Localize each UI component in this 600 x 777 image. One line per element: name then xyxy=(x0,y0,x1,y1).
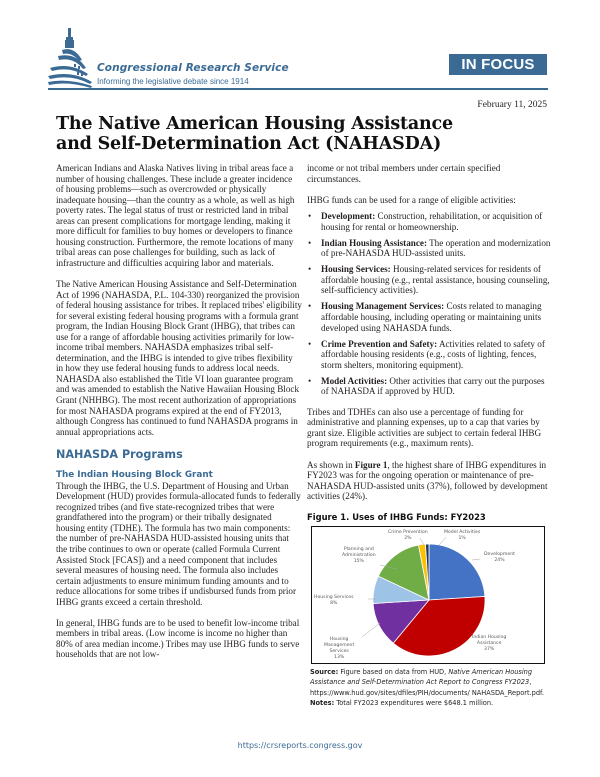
label-housing-services: Housing Services 8% xyxy=(314,595,354,607)
figure-title: Figure 1. Uses of IHBG Funds: FY2023 xyxy=(307,512,486,523)
org-name: Congressional Research Service xyxy=(97,62,289,74)
admin-expenses-paragraph: Tribes and TDHEs can also use a percentage of funding for administrative and planning expenses, up to a cap that varies by grant size. Eligible activities are subject to certain federal IHBG program requirements (e.g., maximum rents). xyxy=(307,406,542,449)
bullet-icon: • xyxy=(308,237,312,248)
continuation-paragraph: income or not tribal members under certain specified circumstances. xyxy=(307,163,501,184)
label-model-activities: Model Activities 1% xyxy=(444,530,481,542)
list-item: • Development: Construction, rehabilitation, or acquisition of housing for rental or homeownership. xyxy=(308,211,543,232)
page-title: The Native American Housing Assistance and Self-Determination Act (NAHASDA) xyxy=(56,114,453,154)
publication-date: February 11, 2025 xyxy=(477,100,547,110)
list-item: • Crime Prevention and Safety: Activities related to safety of affordable housing residents (e.g., costs of lighting, fences, storm shelters, monitoring equipment). xyxy=(308,338,545,370)
pie-chart xyxy=(311,526,545,664)
ihbg-paragraph: Through the IHBG, the U.S. Department of Housing and Urban Development (HUD) provides formula-allocated funds to federally recognized tribes (and five state-recognized tribes that were grandfathered into the program) or their tribally designated housing entity (TDHE). The formula has two main components: the number of pre-NAHASDA HUD-assisted housing units that the tribe continues to own or operate (called Formula Current Assisted Stock [FCAS]) and a need component that includes several measures of housing need. The formula also includes certain adjustments to ensure minimum funding amounts and to reduce allocations for some tribes if undisbursed funds from prior IHBG grants exceed a certain threshold. xyxy=(56,480,301,607)
intro-paragraph: American Indians and Alaska Natives living in tribal areas face a number of housing challenges. These include a greater incidence of housing problems—such as overcrowded or physically inadequate housing—than the country as a whole, as well as high poverty rates. The legal status of trust or restricted land in tribal areas can present complications for mortgage lending, making it more difficult for families to buy homes or developers to finance housing construction. Furthermore, the remote locations of many tribal areas can pose challenges for building, such as lack of infrastructure and difficulties acquiring labor and materials. xyxy=(56,163,295,268)
bullet-icon: • xyxy=(308,264,312,275)
right-column xyxy=(307,163,552,708)
bullet-icon: • xyxy=(308,301,312,312)
label-development: Development 24% xyxy=(484,552,515,564)
figure-reference-paragraph: As shown in Figure 1, the highest share of IHBG expenditures in FY2023 was for the ongoing operation or maintenance of pre-NAHASDA HUD-assisted units (37%), followed by development activities (24%). xyxy=(307,459,548,502)
figure-source: Source: Figure based on data from HUD, Native American Housing Assistance and Self-Determination Act Report to Congress FY2023, https://www.hud.gov/sites/dfiles/PIH/documents/ NAHASDA_Report.pdf. Notes: Total FY2023 expenditures were $648.1 million. xyxy=(310,668,544,707)
eligible-activities-list xyxy=(307,211,552,397)
subsection-heading: The Indian Housing Block Grant xyxy=(56,469,213,480)
list-item: • Housing Management Services: Costs related to managing affordable housing, including operating or maintaining units developed using NAHASDA funds. xyxy=(308,301,542,333)
in-focus-badge: IN FOCUS xyxy=(449,54,547,75)
label-planning-administration: Planning and Administration 15% xyxy=(342,547,376,565)
figure-link[interactable]: Figure 1 xyxy=(354,459,388,470)
bullet-icon: • xyxy=(308,375,312,386)
crs-header xyxy=(48,22,474,90)
list-item: • Model Activities: Other activities that carry out the purposes of NAHASDA if approved by HUD. xyxy=(308,375,545,397)
nahasda-overview-paragraph: The Native American Housing Assistance and Self-Determination Act of 1996 (NAHASDA, P.L. 104-330) reorganized the provision of federal housing assistance for tribes. It replaced tribes' eligibility for several existing federal housing programs with a formula grant program, the Indian Housing Block Grant (IHBG), that tribes can use for a range of affordable housing activities primarily for low-income tribal members. NAHASDA emphasizes tribal self-determination, and the IHBG is intended to give tribes flexibility in how they use federal housing funds to address local needs. NAHASDA also established the Title VI loan guarantee program and was amended to establish the Native Hawaiian Housing Block Grant (NHHBG). The most recent authorization of appropriations for most NAHASDA programs expired at the end of FY2013, although Congress has continued to fund NAHASDA programs in annual appropriations acts. xyxy=(56,278,302,437)
footer-url-link[interactable]: https://crsreports.congress.gov xyxy=(237,741,363,750)
eligible-activities-intro: IHBG funds can be used for a range of eligible activities: xyxy=(307,194,516,205)
label-housing-management-services: Housing Management Services 13% xyxy=(324,637,355,661)
label-indian-housing-assistance: Indian Housing Assistance 37% xyxy=(472,635,507,653)
pie-slice-development xyxy=(429,544,485,600)
list-item: • Indian Housing Assistance: The operation and modernization of pre-NAHASDA HUD-assisted units. xyxy=(308,237,551,259)
ihbg-eligibility-paragraph: In general, IHBG funds are to be used to benefit low-income tribal members in tribal areas. (Low income is income no higher than 80% of area median income.) Tribes may use IHBG funds to serve households that are not low- xyxy=(56,617,300,660)
header-divider xyxy=(48,88,548,90)
section-heading: NAHASDA Programs xyxy=(56,447,183,461)
list-item: • Housing Services: Housing-related services for residents of affordable housing (e.g., rental assistance, housing counseling, self-sufficiency activities). xyxy=(308,264,550,296)
left-column xyxy=(56,163,302,670)
capitol-dome-icon xyxy=(48,26,94,88)
bullet-icon: • xyxy=(308,338,312,349)
label-crime-prevention: Crime Prevention 2% xyxy=(388,530,428,542)
org-tagline: Informing the legislative debate since 1914 xyxy=(97,77,249,86)
source-url[interactable]: , https://www.hud.gov/sites/dfiles/PIH/documents/ NAHASDA_Report.pdf. xyxy=(310,678,544,697)
bullet-icon: • xyxy=(308,211,312,222)
